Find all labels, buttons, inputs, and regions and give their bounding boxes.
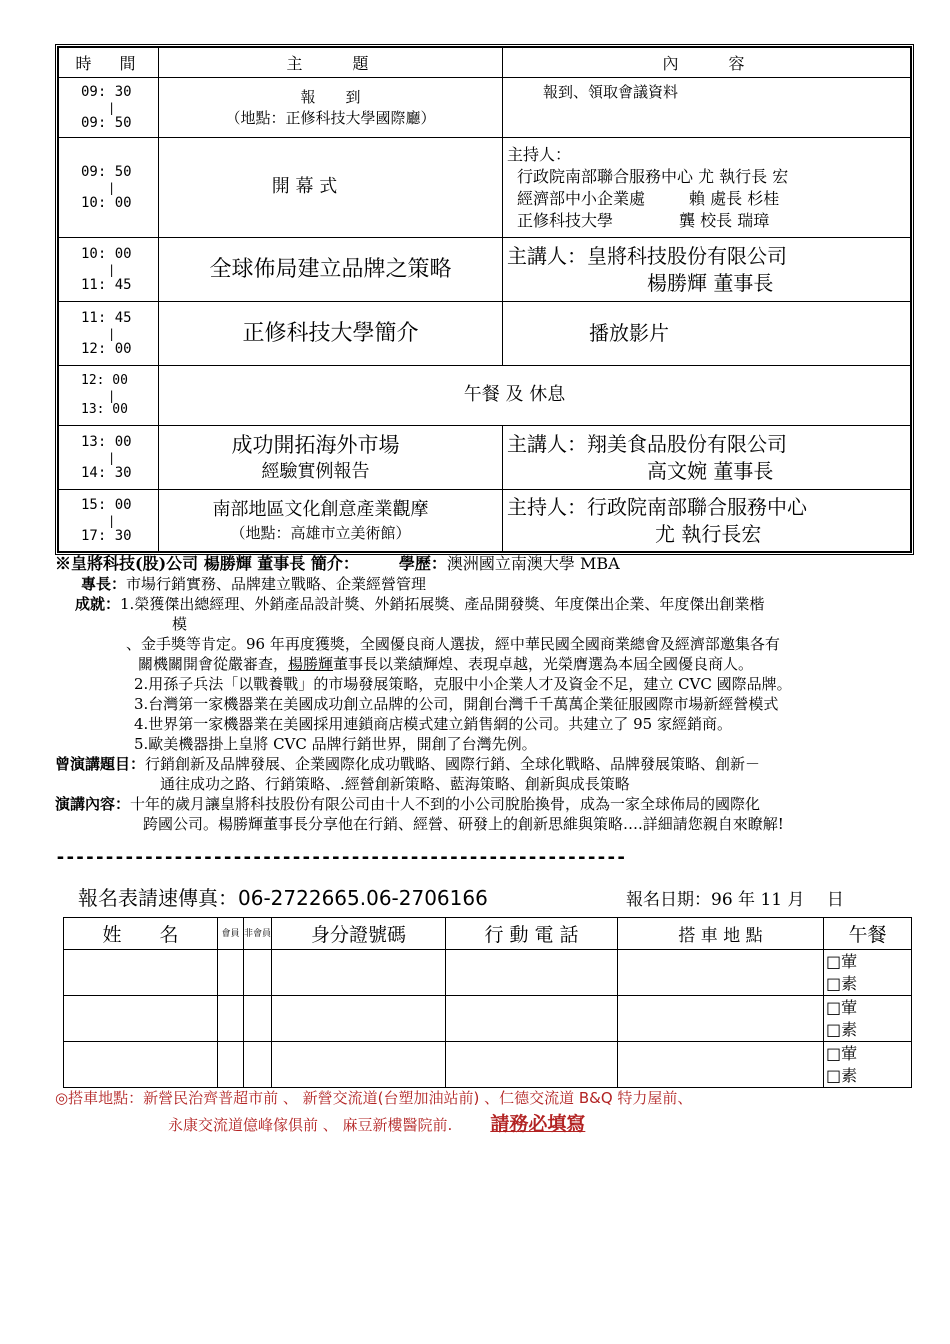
achievement-item: 4.世界第一家機器業在美國採用連鎖商店模式建立銷售網的公司。共建立了 95 家經銷商。 <box>134 715 732 733</box>
content-line: 主持人： <box>507 144 572 164</box>
mobile-field[interactable] <box>446 950 618 996</box>
time-start: 15: 00 <box>81 497 132 514</box>
time-separator: | <box>108 262 116 277</box>
time-cell <box>59 238 159 302</box>
schedule-table <box>55 44 914 555</box>
topic-cell <box>159 302 503 366</box>
col-lunch: 午餐 <box>824 918 912 950</box>
time-end: 13: 00 <box>81 401 128 417</box>
nonmember-checkbox[interactable] <box>244 1042 272 1088</box>
content-cell <box>503 302 911 366</box>
nonmember-checkbox[interactable] <box>244 950 272 996</box>
pickup-notice <box>55 1085 692 1138</box>
topic-line: 正修科技大學簡介 <box>242 320 419 346</box>
veg-option[interactable]: □素 <box>826 1019 858 1039</box>
specialty-value: 市場行銷實務、品牌建立戰略、企業經營管理 <box>126 575 427 593</box>
schedule-row <box>59 302 911 366</box>
content-line: 正修科技大學 <box>517 210 614 230</box>
pickup-line: 永康交流道億峰傢俱前 、 麻豆新樓醫院前. <box>168 1116 453 1134</box>
id-field[interactable] <box>272 1042 446 1088</box>
content-line: 主講人：皇將科技股份有限公司 <box>507 243 787 268</box>
member-checkbox[interactable] <box>218 950 244 996</box>
time-cell <box>59 426 159 490</box>
achievement-item: 、金手獎等肯定。96 年再度獲獎，全國優良商人選拔，經中華民國全國商業總會及經濟部邀集各有 <box>126 635 780 653</box>
must-fill-note: 請務必填寫 <box>490 1113 586 1135</box>
time-separator: | <box>108 180 116 195</box>
time-separator: | <box>108 100 116 115</box>
time-end: 17: 30 <box>81 527 132 544</box>
veg-option[interactable]: □素 <box>826 1065 858 1085</box>
achievement-item: 董事長以業績輝煌、表現卓越，光榮膺選為本屆全國優良商人。 <box>333 655 754 673</box>
header-content: 內 容 <box>503 48 911 78</box>
mobile-field[interactable] <box>446 996 618 1042</box>
time-start: 10: 00 <box>81 246 132 263</box>
content-line: 經濟部中小企業處 <box>517 188 646 208</box>
content-line: 播放影片 <box>589 321 669 345</box>
speech-value: 跨國公司。楊勝輝董事長分享他在行銷、經營、研發上的創新思維與策略….詳細請您親自來瞭解! <box>143 815 784 833</box>
achievement-item: 5.歐美機器掛上皇將 CVC 品牌行銷世界，開創了台灣先例。 <box>134 735 537 753</box>
achievement-item: 1.榮獲傑出總經理、外銷產品設計獎、外銷拓展獎、產品開發獎、年度傑出企業、年度傑出創業楷 <box>120 595 765 613</box>
edu-value: 澳洲國立南澳大學 MBA <box>446 554 620 573</box>
time-cell <box>59 138 159 238</box>
achievement-item: 模 <box>172 615 188 633</box>
edu-label: 學歷： <box>398 554 447 573</box>
content-line: 行政院南部聯合服務中心 尤 執行長 宏 <box>517 166 789 186</box>
content-line: 報到、領取會議資料 <box>543 83 679 101</box>
col-member: 會員 <box>218 918 244 950</box>
content-line: 主持人：行政院南部聯合服務中心 <box>507 494 807 519</box>
content-line: 賴 處長 杉桂 <box>689 188 780 208</box>
time-start: 13: 00 <box>81 434 132 451</box>
specialty-label: 專長： <box>81 575 127 593</box>
nonmember-checkbox[interactable] <box>244 996 272 1042</box>
meat-option[interactable]: □葷 <box>826 997 858 1017</box>
name-field[interactable] <box>64 1042 218 1088</box>
time-cell <box>59 302 159 366</box>
time-start: 12: 00 <box>81 372 128 388</box>
schedule-row <box>59 426 911 490</box>
col-name: 姓 名 <box>64 918 218 950</box>
topic-line: 南部地區文化創意產業觀摩 <box>212 499 429 521</box>
schedule-row <box>59 490 911 552</box>
col-mobile: 行 動 電 話 <box>446 918 618 950</box>
schedule-header <box>59 48 911 78</box>
fax-label: 報名表請速傳真： <box>78 886 238 910</box>
schedule-row <box>59 138 911 238</box>
time-end: 09: 50 <box>81 114 132 131</box>
content-cell <box>503 78 911 138</box>
content-cell <box>503 426 911 490</box>
pickup-line: ◎搭車地點：新營民治齊普超市前 、 新營交流道(台塑加油站前) 、仁德交流道 B&Q 特力屋前、 <box>55 1089 693 1107</box>
topic-location: （地點：正修科技大學國際廳） <box>225 108 436 127</box>
content-line: 龔 校長 瑞璋 <box>679 210 770 230</box>
topic-cell <box>159 78 503 138</box>
veg-option[interactable]: □素 <box>826 973 858 993</box>
achievement-item: 3.台灣第一家機器業在美國成功創立品牌的公司，開創台灣千千萬萬企業征服國際市場新經營模式 <box>134 695 779 713</box>
time-cell <box>59 366 159 426</box>
meat-option[interactable]: □葷 <box>826 951 858 971</box>
achievement-item: 2.用孫子兵法「以戰養戰」的市場發展策略，克服中小企業人才及資金不足，建立 CVC 國際品牌。 <box>134 675 792 693</box>
content-line: 高文婉 董事長 <box>647 458 774 483</box>
time-start: 11: 45 <box>81 310 132 327</box>
lunch-choice[interactable] <box>824 996 912 1042</box>
mobile-field[interactable] <box>446 1042 618 1088</box>
speaker-name: 楊勝輝 <box>288 655 334 673</box>
fax-line <box>78 882 488 911</box>
topic-cell <box>159 238 503 302</box>
topic-line: 經驗實例報告 <box>261 460 370 482</box>
achievement-label: 成就： <box>75 595 121 613</box>
time-end: 14: 30 <box>81 464 132 481</box>
lunch-choice[interactable] <box>824 950 912 996</box>
name-field[interactable] <box>64 950 218 996</box>
topic-line: 成功開拓海外市場 <box>231 433 400 458</box>
talks-value: 通往成功之路、行銷策略、.經營創新策略、藍海策略、創新與成長策略 <box>160 775 630 793</box>
form-row <box>64 1042 912 1088</box>
topic-line: 全球佈局建立品牌之策略 <box>209 256 452 282</box>
schedule-row <box>59 366 911 426</box>
achievement-item: 關機關開會從嚴審查， <box>138 655 289 673</box>
topic-cell <box>159 366 911 426</box>
registration-form <box>63 917 912 1088</box>
content-cell <box>503 138 911 238</box>
time-separator: | <box>108 388 116 403</box>
talks-value: 行銷創新及品牌發展、企業國際化成功戰略、國際行銷、全球化戰略、品牌發展策略、創新－ <box>145 755 761 773</box>
topic-cell <box>159 490 503 552</box>
time-end: 10: 00 <box>81 194 132 211</box>
name-field[interactable] <box>64 996 218 1042</box>
content-cell <box>503 238 911 302</box>
time-end: 12: 00 <box>81 340 132 357</box>
topic-location: （地點：高雄市立美術館） <box>230 523 411 542</box>
topic-line: 開 幕 式 <box>271 176 338 198</box>
header-topic: 主 題 <box>159 48 503 78</box>
member-checkbox[interactable] <box>218 1042 244 1088</box>
speech-label: 演講內容： <box>55 795 131 813</box>
topic-line: 報 到 <box>300 88 361 107</box>
col-pickup: 搭 車 地 點 <box>618 918 824 950</box>
topic-cell <box>159 138 503 238</box>
id-field[interactable] <box>272 950 446 996</box>
time-start: 09: 50 <box>81 164 132 181</box>
content-line: 楊勝輝 董事長 <box>647 270 774 295</box>
time-separator: | <box>108 513 116 528</box>
schedule-row <box>59 238 911 302</box>
registration-date: 報名日期：96 年 11 月 日 <box>626 890 844 910</box>
speech-value: 十年的歲月讓皇將科技股份有限公司由十人不到的小公司脫胎換骨，成為一家全球佈局的國際化 <box>130 795 761 813</box>
col-id: 身分證號碼 <box>272 918 446 950</box>
time-cell <box>59 490 159 552</box>
time-end: 11: 45 <box>81 276 132 293</box>
pickup-field[interactable] <box>618 996 824 1042</box>
fax-numbers: 06-2722665.06-2706166 <box>238 886 488 910</box>
talks-label: 曾演講題目： <box>55 755 146 773</box>
content-cell <box>503 490 911 552</box>
time-start: 09: 30 <box>81 84 132 101</box>
bio-title: ※皇將科技(股)公司 楊勝輝 董事長 簡介： <box>55 554 359 573</box>
pickup-field[interactable] <box>618 1042 824 1088</box>
meat-option[interactable]: □葷 <box>826 1043 858 1063</box>
pickup-field[interactable] <box>618 950 824 996</box>
cut-line: ---------------------------------------------------------- <box>55 847 626 868</box>
time-cell <box>59 78 159 138</box>
content-line: 主講人：翔美食品股份有限公司 <box>507 431 787 456</box>
col-nonmember: 非會員 <box>244 918 272 950</box>
topic-line: 午餐 及 休息 <box>463 384 566 406</box>
member-checkbox[interactable] <box>218 996 244 1042</box>
form-header-row <box>64 918 912 950</box>
content-line: 尤 執行長宏 <box>655 521 762 546</box>
form-row <box>64 950 912 996</box>
id-field[interactable] <box>272 996 446 1042</box>
speaker-bio <box>55 554 915 834</box>
header-time: 時 間 <box>59 48 159 78</box>
form-row <box>64 996 912 1042</box>
time-separator: | <box>108 450 116 465</box>
lunch-choice[interactable] <box>824 1042 912 1088</box>
schedule-row <box>59 78 911 138</box>
time-separator: | <box>108 326 116 341</box>
topic-cell <box>159 426 503 490</box>
